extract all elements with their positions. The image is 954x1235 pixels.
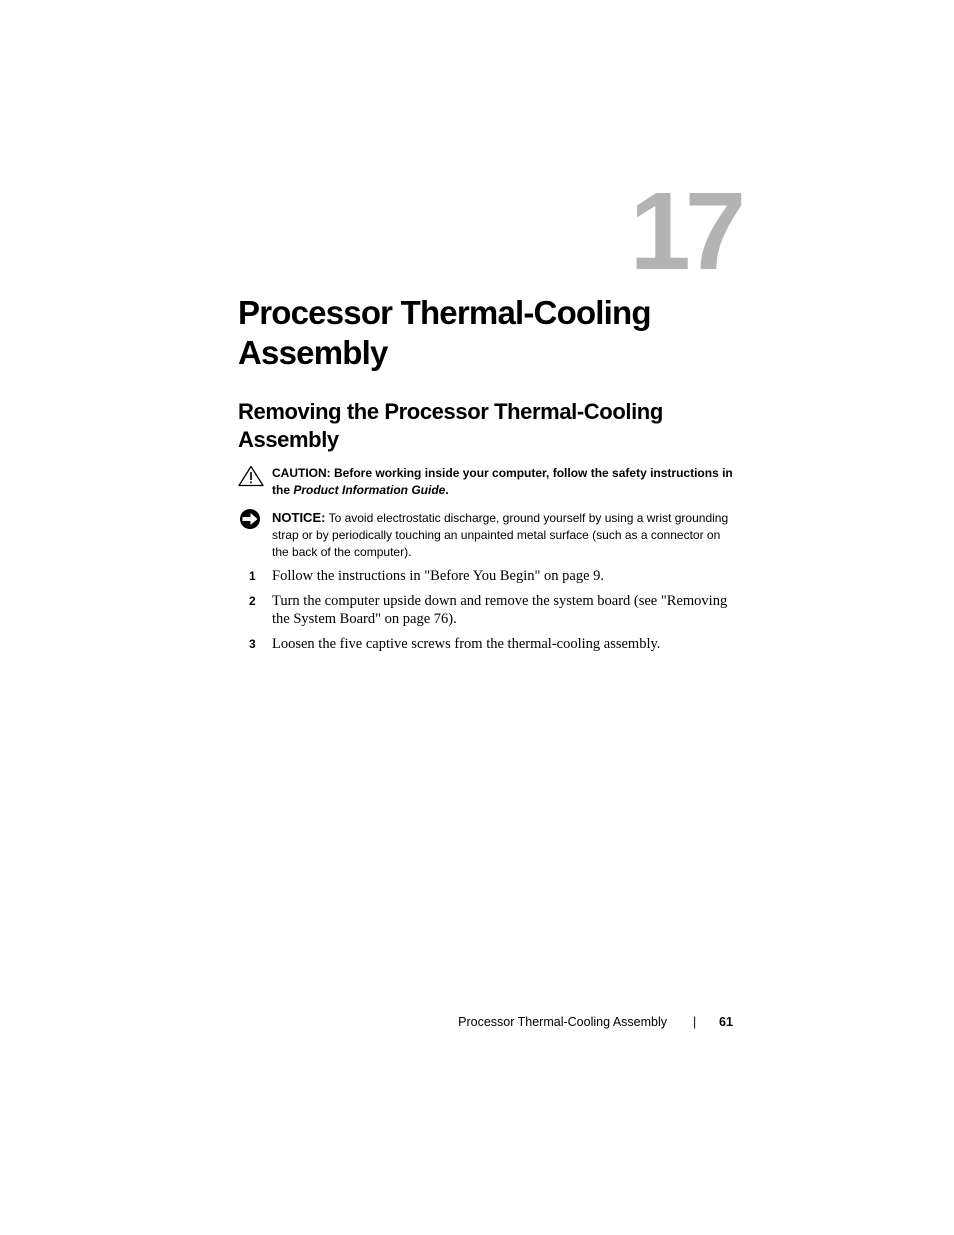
step-text: Loosen the five captive screws from the thermal-cooling assembly. (272, 636, 661, 652)
page-number: 61 (719, 1015, 733, 1029)
list-item (238, 567, 738, 585)
caution-triangle-icon (238, 465, 264, 487)
step-text: Turn the computer upside down and remove the system board (see "Removing the System Board" on page 76). (272, 593, 728, 627)
footer-separator: | (693, 1015, 697, 1029)
step-text: Follow the instructions in "Before You Begin" on page 9. (272, 568, 605, 584)
notice-note (238, 509, 738, 561)
footer-title: Processor Thermal-Cooling Assembly (458, 1015, 667, 1029)
page-footer (0, 1015, 954, 1035)
section-title: Removing the Processor Thermal-Cooling Assembly (238, 399, 663, 452)
notice-arrow-icon (238, 509, 264, 531)
step-number: 1 (249, 569, 256, 583)
step-number: 3 (249, 637, 256, 651)
caution-note (238, 465, 738, 499)
notice-label: NOTICE: (272, 510, 326, 525)
chapter-number: 17 (629, 170, 740, 293)
list-item (238, 635, 738, 653)
step-number: 2 (249, 594, 256, 608)
procedure-steps (238, 567, 738, 660)
chapter-title: Processor Thermal-Cooling Assembly (238, 294, 651, 371)
notice-text: To avoid electrostatic discharge, ground yourself by using a wrist grounding strap or by periodically touching an unpainted metal surface (such as a connector on the back of the computer). (272, 511, 729, 559)
list-item (238, 592, 738, 628)
caution-label: CAUTION: (272, 466, 331, 480)
caution-guide-title: Product Information Guide (293, 483, 446, 497)
caution-end: . (445, 483, 449, 497)
caution-text: Before working inside your computer, follow the safety instructions in the (272, 466, 733, 497)
